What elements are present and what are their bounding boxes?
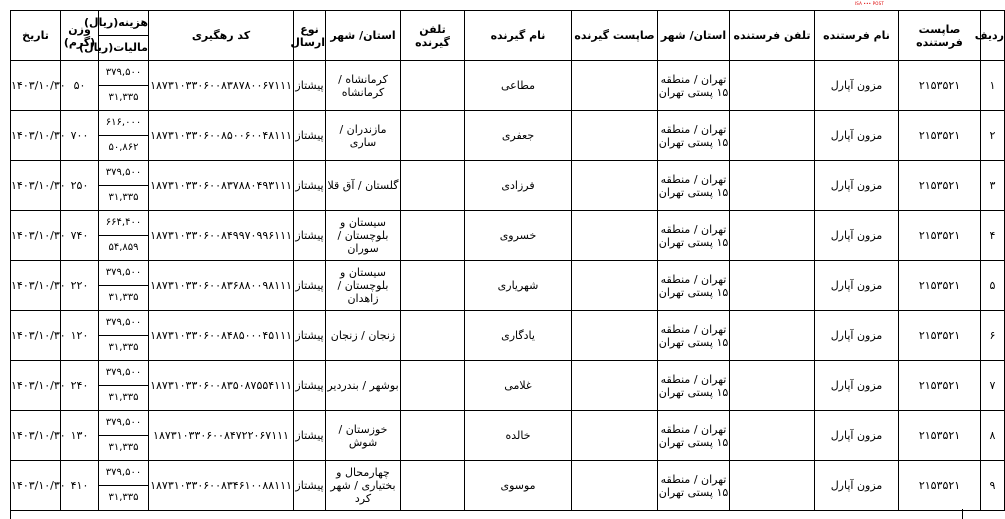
cell-sender-id: ۲۱۵۳۵۲۱ — [899, 361, 981, 411]
header-sender-city: استان/ شهر — [658, 11, 730, 61]
cost-value: ۶۶۴,۴۰۰ — [99, 211, 148, 236]
cell-tracking-code: ۱۸۷۳۱۰۳۳۰۶۰۰۸۳۸۷۸۰۰۶۷۱۱۱ — [149, 61, 294, 111]
cell-tracking-code: ۱۸۷۳۱۰۳۳۰۶۰۰۸۴۸۵۰۰۰۴۵۱۱۱ — [149, 311, 294, 361]
cell-receiver-phone — [401, 361, 465, 411]
cell-sender-city: تهران / منطقه ۱۵ پستی تهران — [658, 261, 730, 311]
cell-sender-id: ۲۱۵۳۵۲۱ — [899, 211, 981, 261]
cell-row-number: ۵ — [981, 261, 1005, 311]
cell-cost — [99, 161, 149, 211]
header-receiver-phone: تلفن گیرنده — [401, 11, 465, 61]
cell-weight: ۲۴۰ — [61, 361, 99, 411]
cell-row-number: ۷ — [981, 361, 1005, 411]
table-row — [11, 411, 1005, 461]
cost-value: ۳۷۹,۵۰۰ — [99, 311, 148, 336]
cost-value: ۶۱۶,۰۰۰ — [99, 111, 148, 136]
header-row — [11, 11, 1005, 61]
cell-receiver-phone — [401, 111, 465, 161]
cell-send-type: پیشتاز — [294, 411, 326, 461]
cell-sender-phone — [730, 361, 815, 411]
tax-value: ۵۴,۸۵۹ — [108, 242, 139, 253]
cell-send-type: پیشتاز — [294, 261, 326, 311]
cost-value: ۳۷۹,۵۰۰ — [99, 161, 148, 186]
tax-value: ۳۱,۳۳۵ — [108, 192, 139, 203]
header-row-number: ردیف — [981, 11, 1005, 61]
cell-sender-city: تهران / منطقه ۱۵ پستی تهران — [658, 361, 730, 411]
cell-sender-phone — [730, 261, 815, 311]
cell-send-type: پیشتاز — [294, 211, 326, 261]
header-weight: وزن (گرم) — [61, 11, 99, 61]
cell-tracking-code: ۱۸۷۳۱۰۳۳۰۶۰۰۸۳۵۰۸۷۵۵۴۱۱۱ — [149, 361, 294, 411]
cell-weight: ۱۳۰ — [61, 411, 99, 461]
cell-row-number: ۱ — [981, 61, 1005, 111]
cell-sender-id: ۲۱۵۳۵۲۱ — [899, 161, 981, 211]
cell-receiver-phone — [401, 211, 465, 261]
tax-value: ۳۱,۳۳۵ — [108, 492, 139, 503]
cell-sender-city: تهران / منطقه ۱۵ پستی تهران — [658, 211, 730, 261]
header-date: تاریخ — [11, 11, 61, 61]
cell-receiver-id — [572, 211, 658, 261]
cell-sender-name: مزون آپارل — [815, 461, 899, 511]
cell-cost — [99, 61, 149, 111]
cell-tracking-code: ۱۸۷۳۱۰۳۳۰۶۰۰۸۳۴۶۱۰۰۸۸۱۱۱ — [149, 461, 294, 511]
cell-sender-city: تهران / منطقه ۱۵ پستی تهران — [658, 61, 730, 111]
cell-sender-name: مزون آپارل — [815, 211, 899, 261]
cell-send-type: پیشتاز — [294, 361, 326, 411]
cell-receiver-name: فرزادی — [465, 161, 572, 211]
header-tracking-code: کد رهگیری — [149, 11, 294, 61]
cell-cost — [99, 111, 149, 161]
cell-sender-name: مزون آپارل — [815, 311, 899, 361]
cost-value: ۳۷۹,۵۰۰ — [99, 361, 148, 386]
cell-receiver-name: جعفری — [465, 111, 572, 161]
shipment-table — [10, 10, 1005, 511]
cell-receiver-id — [572, 161, 658, 211]
cell-weight: ۵۰ — [61, 61, 99, 111]
header-send-type: نوع ارسال — [294, 11, 326, 61]
cell-sender-city: تهران / منطقه ۱۵ پستی تهران — [658, 311, 730, 361]
table-row — [11, 261, 1005, 311]
cell-weight: ۷۴۰ — [61, 211, 99, 261]
cell-receiver-city: کرمانشاه / کرمانشاه — [326, 61, 401, 111]
header-receiver-name: نام گیرنده — [465, 11, 572, 61]
cell-date: ۱۴۰۳/۱۰/۳۰ — [11, 311, 61, 361]
cell-row-number: ۲ — [981, 111, 1005, 161]
cell-receiver-city: مازندران / ساری — [326, 111, 401, 161]
post-logo: ISA ••• POST — [854, 1, 884, 6]
cell-receiver-phone — [401, 461, 465, 511]
cell-sender-id: ۲۱۵۳۵۲۱ — [899, 261, 981, 311]
cell-sender-id: ۲۱۵۳۵۲۱ — [899, 411, 981, 461]
shipment-sheet — [10, 10, 1004, 511]
table-row — [11, 111, 1005, 161]
header-tax-label: مالیات(ریال) — [79, 41, 148, 54]
cell-cost — [99, 261, 149, 311]
cell-receiver-name: مطاعی — [465, 61, 572, 111]
cell-cost — [99, 461, 149, 511]
header-sender-phone: تلفن فرستنده — [730, 11, 815, 61]
table-row — [11, 211, 1005, 261]
cell-sender-id: ۲۱۵۳۵۲۱ — [899, 461, 981, 511]
cell-sender-phone — [730, 111, 815, 161]
cell-sender-name: مزون آپارل — [815, 261, 899, 311]
cost-value: ۳۷۹,۵۰۰ — [99, 261, 148, 286]
cell-date: ۱۴۰۳/۱۰/۳۰ — [11, 161, 61, 211]
table-row — [11, 461, 1005, 511]
cell-receiver-name: یادگاری — [465, 311, 572, 361]
cell-row-number: ۸ — [981, 411, 1005, 461]
cell-tracking-code: ۱۸۷۳۱۰۳۳۰۶۰۰۸۳۶۸۸۰۰۹۸۱۱۱ — [149, 261, 294, 311]
cell-date: ۱۴۰۳/۱۰/۳۰ — [11, 61, 61, 111]
cell-receiver-city: بوشهر / بندردیر — [326, 361, 401, 411]
cell-date: ۱۴۰۳/۱۰/۳۰ — [11, 211, 61, 261]
cell-sender-name: مزون آپارل — [815, 61, 899, 111]
cell-tracking-code: ۱۸۷۳۱۰۳۳۰۶۰۰۸۴۷۲۲۰۶۷۱۱۱ — [149, 411, 294, 461]
cell-cost — [99, 411, 149, 461]
header-sender-name: نام فرستنده — [815, 11, 899, 61]
tax-value: ۳۱,۳۳۵ — [108, 292, 139, 303]
cell-sender-id: ۲۱۵۳۵۲۱ — [899, 311, 981, 361]
header-sender-id: صاپست فرستنده — [899, 11, 981, 61]
cell-weight: ۱۲۰ — [61, 311, 99, 361]
cell-date: ۱۴۰۳/۱۰/۳۰ — [11, 361, 61, 411]
cost-value: ۳۷۹,۵۰۰ — [99, 411, 148, 436]
header-receiver-id: صاپست گیرنده — [572, 11, 658, 61]
cell-receiver-id — [572, 261, 658, 311]
cell-receiver-phone — [401, 261, 465, 311]
tax-value: ۳۱,۳۳۵ — [108, 92, 139, 103]
cell-date: ۱۴۰۳/۱۰/۳۰ — [11, 111, 61, 161]
cell-receiver-id — [572, 361, 658, 411]
tax-value: ۳۱,۳۳۵ — [108, 442, 139, 453]
table-bottom-edge — [10, 509, 963, 519]
cell-receiver-name: خالده — [465, 411, 572, 461]
cell-receiver-id — [572, 311, 658, 361]
cell-sender-phone — [730, 311, 815, 361]
cell-sender-name: مزون آپارل — [815, 111, 899, 161]
cell-sender-name: مزون آپارل — [815, 161, 899, 211]
cell-receiver-phone — [401, 61, 465, 111]
cell-row-number: ۴ — [981, 211, 1005, 261]
cell-sender-phone — [730, 461, 815, 511]
cell-receiver-city: گلستان / آق قلا — [326, 161, 401, 211]
cell-sender-phone — [730, 411, 815, 461]
cell-receiver-name: خسروی — [465, 211, 572, 261]
cost-value: ۳۷۹,۵۰۰ — [99, 461, 148, 486]
cell-receiver-id — [572, 411, 658, 461]
header-cost-label: هزینه(ریال) — [99, 11, 148, 36]
cell-date: ۱۴۰۳/۱۰/۳۰ — [11, 261, 61, 311]
cell-send-type: پیشتاز — [294, 111, 326, 161]
cell-sender-name: مزون آپارل — [815, 411, 899, 461]
cell-receiver-id — [572, 61, 658, 111]
cell-tracking-code: ۱۸۷۳۱۰۳۳۰۶۰۰۸۳۷۸۸۰۴۹۳۱۱۱ — [149, 161, 294, 211]
cell-receiver-city: سیستان و بلوچستان / سوران — [326, 211, 401, 261]
cell-row-number: ۳ — [981, 161, 1005, 211]
cell-send-type: پیشتاز — [294, 61, 326, 111]
cell-receiver-city: خوزستان / شوش — [326, 411, 401, 461]
cell-weight: ۴۱۰ — [61, 461, 99, 511]
cell-receiver-id — [572, 111, 658, 161]
cell-sender-city: تهران / منطقه ۱۵ پستی تهران — [658, 461, 730, 511]
cell-send-type: پیشتاز — [294, 461, 326, 511]
cell-receiver-phone — [401, 311, 465, 361]
tax-value: ۳۱,۳۳۵ — [108, 392, 139, 403]
cell-sender-id: ۲۱۵۳۵۲۱ — [899, 61, 981, 111]
cell-receiver-phone — [401, 161, 465, 211]
cell-weight: ۲۵۰ — [61, 161, 99, 211]
cell-sender-city: تهران / منطقه ۱۵ پستی تهران — [658, 161, 730, 211]
cell-send-type: پیشتاز — [294, 161, 326, 211]
header-receiver-city: استان/ شهر — [326, 11, 401, 61]
tax-value: ۳۱,۳۳۵ — [108, 342, 139, 353]
cell-sender-phone — [730, 61, 815, 111]
tax-value: ۵۰,۸۶۲ — [108, 142, 139, 153]
cell-tracking-code: ۱۸۷۳۱۰۳۳۰۶۰۰۸۴۹۹۷۰۹۹۶۱۱۱ — [149, 211, 294, 261]
cell-cost — [99, 311, 149, 361]
cell-receiver-name: موسوی — [465, 461, 572, 511]
cell-row-number: ۹ — [981, 461, 1005, 511]
cell-sender-city: تهران / منطقه ۱۵ پستی تهران — [658, 411, 730, 461]
table-row — [11, 361, 1005, 411]
cost-value: ۳۷۹,۵۰۰ — [99, 61, 148, 86]
cell-sender-name: مزون آپارل — [815, 361, 899, 411]
table-row — [11, 61, 1005, 111]
cell-date: ۱۴۰۳/۱۰/۳۰ — [11, 411, 61, 461]
cell-date: ۱۴۰۳/۱۰/۳۰ — [11, 461, 61, 511]
cell-receiver-name: شهریاری — [465, 261, 572, 311]
table-row — [11, 161, 1005, 211]
cell-sender-phone — [730, 161, 815, 211]
cell-cost — [99, 361, 149, 411]
cell-sender-id: ۲۱۵۳۵۲۱ — [899, 111, 981, 161]
cell-cost — [99, 211, 149, 261]
cell-send-type: پیشتاز — [294, 311, 326, 361]
cell-receiver-city: زنجان / زنجان — [326, 311, 401, 361]
cell-sender-city: تهران / منطقه ۱۵ پستی تهران — [658, 111, 730, 161]
cell-receiver-city: چهارمحال و بختیاری / شهر کرد — [326, 461, 401, 511]
table-row — [11, 311, 1005, 361]
cell-weight: ۲۲۰ — [61, 261, 99, 311]
cell-row-number: ۶ — [981, 311, 1005, 361]
cell-receiver-name: غلامی — [465, 361, 572, 411]
cell-sender-phone — [730, 211, 815, 261]
cell-receiver-phone — [401, 411, 465, 461]
cell-weight: ۷۰۰ — [61, 111, 99, 161]
cell-tracking-code: ۱۸۷۳۱۰۳۳۰۶۰۰۸۵۰۰۶۰۰۴۸۱۱۱ — [149, 111, 294, 161]
cell-receiver-city: سیستان و بلوچستان / زاهدان — [326, 261, 401, 311]
cell-receiver-id — [572, 461, 658, 511]
